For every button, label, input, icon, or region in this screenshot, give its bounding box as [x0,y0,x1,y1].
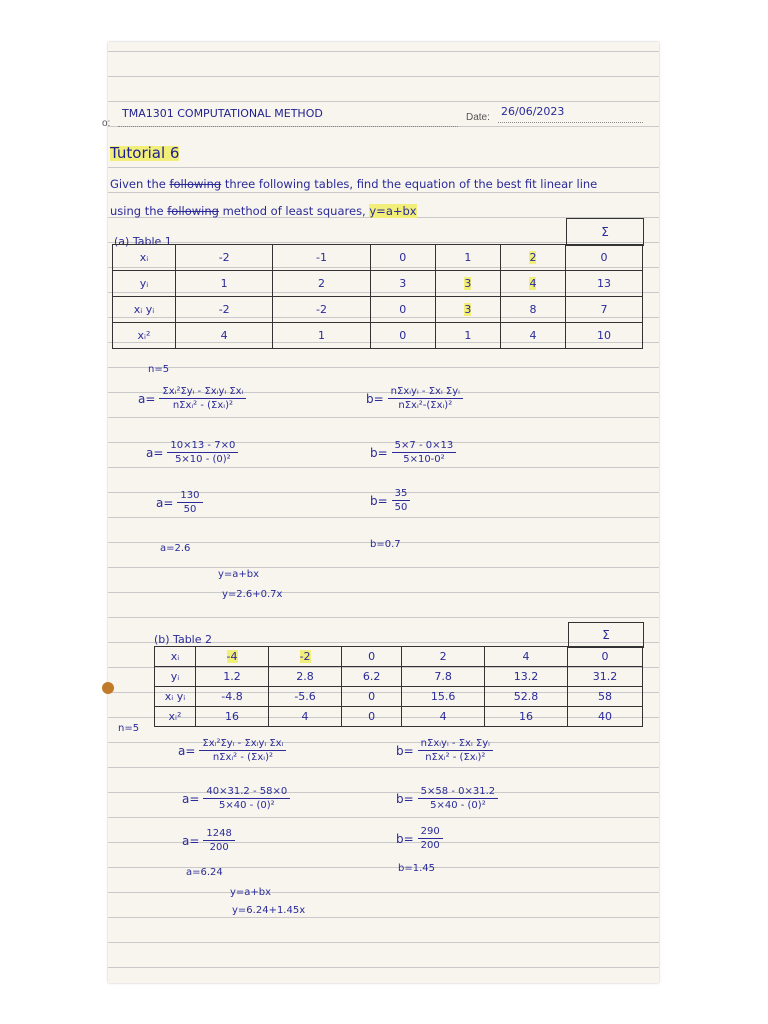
header-left-mark: o: [102,118,111,129]
table-cell: 4 [269,707,342,727]
table-cell [269,647,342,667]
table-cell: 1 [435,245,500,271]
table-cell: 0 [342,687,402,707]
table-cell: -2 [176,245,273,271]
table-row-header: xᵢ yᵢ [113,297,176,323]
work1-b-fraction: b= $\frac{35}{50}$ [370,488,410,513]
table-cell: 2 [402,647,485,667]
table-row [155,687,643,707]
table-row [155,667,643,687]
tutorial-title: Tutorial 6 [110,144,180,162]
table1 [112,244,643,349]
table-row-header: xᵢ yᵢ [155,687,196,707]
table-cell: 3 [370,271,435,297]
table-cell: 0 [342,647,402,667]
table-row [113,245,643,271]
table-cell: -4.8 [196,687,269,707]
table-cell: 0 [370,297,435,323]
table-cell: 4 [500,323,565,349]
table-cell: 1 [273,323,370,349]
table-row [155,707,643,727]
table-row [113,297,643,323]
table-cell: 0 [370,245,435,271]
table-row [113,271,643,297]
question-line-1: Given the following three following tables, find the equation of the best fit linear line [110,177,598,191]
table-cell: 6.2 [342,667,402,687]
table-cell: 1 [176,271,273,297]
table1-label: (a) Table 1 [114,235,172,248]
table-cell: 2.8 [269,667,342,687]
work2-a-result: a=6.24 [186,867,223,878]
table-cell: 1 [435,323,500,349]
work2-n: n=5 [118,723,140,734]
work2-a-substitution: a= $\frac{40\times 31.2 - 58\times 0}{\text{5×40 - (0)²}}$ [182,786,290,811]
work1-a-result: a=2.6 [160,543,191,554]
work2-a-formula: a= $\frac{\text{Σxᵢ²Σyᵢ - Σxᵢyᵢ Σxᵢ}}{\text{nΣxᵢ² - (Σxᵢ)²}}$ [178,738,286,763]
table-sum-cell: 0 [568,647,643,667]
table-row-header: xᵢ² [155,707,196,727]
work1-b-formula: b= $\frac{\text{nΣxᵢyᵢ - Σxᵢ Σyᵢ}}{\text{nΣxᵢ²-(Σxᵢ)²}}$ [366,386,463,411]
work1-b-substitution: b= $\frac{5\times 7 - 0\times 13}{\text{5×10-0²}}$ [370,440,456,465]
table-cell [435,297,500,323]
table2-sum-header: Σ [568,622,644,648]
table-sum-cell: 40 [568,707,643,727]
table-sum-cell: 0 [566,245,643,271]
table-cell: 52.8 [485,687,568,707]
table-cell: -5.6 [269,687,342,707]
highlighted-value: 2 [529,251,537,264]
table-cell: 16 [196,707,269,727]
table-row-header: xᵢ² [113,323,176,349]
table-cell: 4 [402,707,485,727]
table-cell: 1.2 [196,667,269,687]
table-sum-cell: 13 [566,271,643,297]
table-cell: 0 [342,707,402,727]
work2-final-equation: y=6.24+1.45x [232,905,306,916]
table-cell: 0 [370,323,435,349]
table-cell: 8 [500,297,565,323]
date-label: Date: [466,112,490,123]
table-cell: 16 [485,707,568,727]
table-cell: 7.8 [402,667,485,687]
table-cell [500,271,565,297]
table-cell [500,245,565,271]
table-row-header: yᵢ [113,271,176,297]
table-row [113,323,643,349]
table-row [155,647,643,667]
work1-a-substitution: a= $\frac{10\times 13 - 7\times 0}{\text{5×10 - (0)²}}$ [146,440,238,465]
work1-a-formula: a= $\frac{\text{Σxᵢ²Σyᵢ - Σxᵢyᵢ Σxᵢ}}{\text{nΣxᵢ² - (Σxᵢ)²}}$ [138,386,246,411]
table2-label: (b) Table 2 [154,633,213,646]
table-sum-cell: 31.2 [568,667,643,687]
table1-sum-header: Σ [566,218,644,246]
table-row-header: xᵢ [113,245,176,271]
table2 [154,646,643,727]
table-sum-cell: 58 [568,687,643,707]
table-cell: 15.6 [402,687,485,707]
table-row-header: xᵢ [155,647,196,667]
work2-b-formula: b= $\frac{\text{nΣxᵢyᵢ - Σxᵢ Σyᵢ}}{\text{nΣxᵢ² - (Σxᵢ)²}}$ [396,738,493,763]
work2-b-result: b=1.45 [398,863,435,874]
question-line-2: using the following method of least squares, y=a+bx [110,204,417,218]
table-cell: -2 [176,297,273,323]
binder-hole [102,682,114,694]
work1-b-result: b=0.7 [370,539,401,550]
table-cell: 4 [485,647,568,667]
highlighted-value: 4 [529,277,537,290]
work2-a-fraction: a= $\frac{1248}{200}$ [182,828,235,853]
header-rule [118,126,458,127]
highlighted-value: -4 [226,650,238,663]
table-cell: -1 [273,245,370,271]
table-sum-cell: 10 [566,323,643,349]
table-cell: -2 [273,297,370,323]
highlighted-value: 3 [464,277,472,290]
date-value: 26/06/2023 [501,105,565,118]
table-row-header: yᵢ [155,667,196,687]
table-cell [435,271,500,297]
work2-b-fraction: b= $\frac{290}{200}$ [396,826,443,851]
course-title: TMA1301 COMPUTATIONAL METHOD [122,107,323,120]
table-cell: 2 [273,271,370,297]
work1-n: n=5 [148,364,170,375]
table-cell [196,647,269,667]
work2-line-equation: y=a+bx [230,887,272,898]
work2-b-substitution: b= $\frac{5\times 58 - 0\times 31.2}{\text{5×40 - (0)²}}$ [396,786,498,811]
work1-a-fraction: a= $\frac{130}{50}$ [156,490,203,515]
date-rule [498,122,643,123]
highlighted-value: -2 [299,650,311,663]
table-cell: 4 [176,323,273,349]
work1-final-equation: y=2.6+0.7x [222,589,283,600]
table-sum-cell: 7 [566,297,643,323]
table-cell: 13.2 [485,667,568,687]
notebook-page [102,42,659,983]
work1-line-equation: y=a+bx [218,569,260,580]
highlighted-value: 3 [464,303,472,316]
